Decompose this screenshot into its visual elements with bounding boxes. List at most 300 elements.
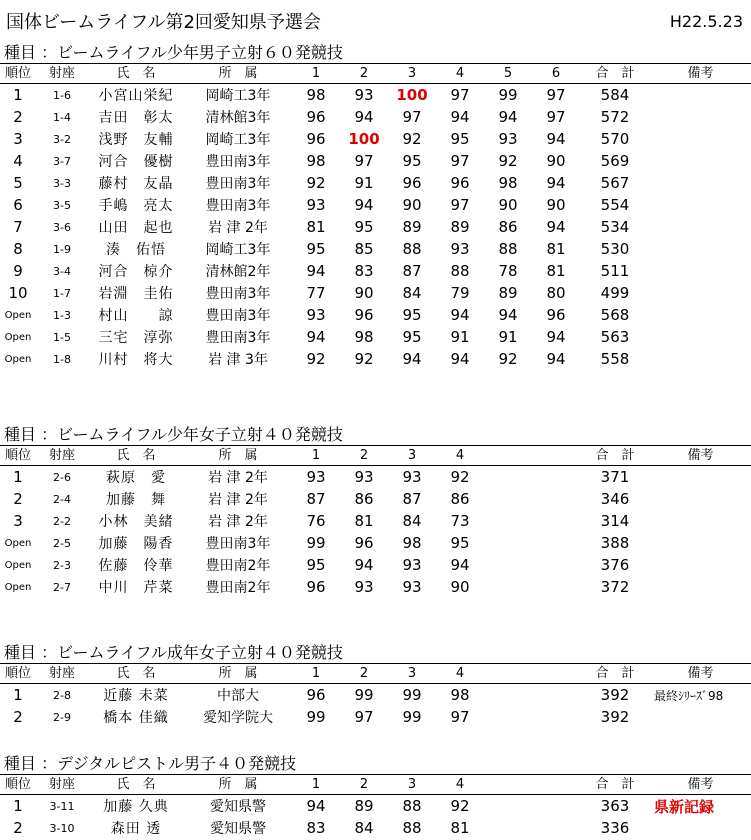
name-cell: 加藤 舞 bbox=[106, 492, 166, 508]
record-badge: 県新記録 bbox=[654, 797, 715, 816]
affiliation-cell: 豊田南3年 bbox=[205, 308, 271, 324]
series-score-cell: 98 bbox=[306, 152, 326, 170]
table-row bbox=[0, 510, 751, 532]
series-score-cell: 77 bbox=[306, 284, 326, 302]
series-score-cell: 96 bbox=[306, 686, 326, 704]
name-cell: 湊 佑悟 bbox=[106, 242, 166, 258]
affiliation-cell: 清林館2年 bbox=[205, 264, 271, 280]
series-score-cell: 92 bbox=[498, 152, 518, 170]
table-row bbox=[0, 172, 751, 194]
rank-cell: 8 bbox=[13, 240, 23, 258]
column-header-total: 合 計 bbox=[580, 664, 650, 684]
series-score-cell: 93 bbox=[498, 130, 518, 148]
seat-cell: 2-6 bbox=[53, 470, 71, 484]
column-header-s3: 3 bbox=[388, 446, 436, 466]
series-score-cell: 94 bbox=[546, 328, 566, 346]
name-cell: 河合 椋介 bbox=[98, 264, 174, 280]
seat-cell: 1-9 bbox=[53, 242, 71, 256]
series-score-cell: 93 bbox=[354, 86, 374, 104]
total-cell: 371 bbox=[600, 468, 630, 486]
series-score-cell: 99 bbox=[306, 708, 326, 726]
series-score-cell: 97 bbox=[450, 196, 470, 214]
note-cell bbox=[650, 194, 751, 216]
note-cell bbox=[650, 466, 751, 489]
series-score-cell: 86 bbox=[354, 490, 374, 508]
name-cell: 村山 諒 bbox=[98, 308, 174, 324]
series-score-cell: 96 bbox=[450, 174, 470, 192]
total-cell: 567 bbox=[600, 174, 630, 192]
series-score-cell: 84 bbox=[402, 284, 422, 302]
column-header-note: 備考 bbox=[650, 64, 751, 84]
name-cell: 浅野 友輔 bbox=[98, 132, 174, 148]
rank-cell: 3 bbox=[13, 512, 23, 530]
series-score-cell: 81 bbox=[306, 218, 326, 236]
series-score-cell: 92 bbox=[354, 350, 374, 368]
series-score-cell: 94 bbox=[546, 218, 566, 236]
series-score-cell bbox=[484, 532, 532, 554]
series-score-cell bbox=[484, 510, 532, 532]
header-row bbox=[0, 446, 751, 466]
seat-cell: 2-9 bbox=[53, 710, 71, 724]
rank-cell: Open bbox=[4, 353, 32, 365]
rank-cell: 2 bbox=[13, 490, 23, 508]
seat-cell: 3-11 bbox=[49, 799, 75, 813]
column-header-affiliation: 所 属 bbox=[184, 64, 292, 84]
column-header-rank: 順位 bbox=[0, 446, 36, 466]
column-header-s1: 1 bbox=[292, 64, 340, 84]
results-section bbox=[0, 753, 751, 839]
note-cell bbox=[650, 282, 751, 304]
total-cell: 388 bbox=[600, 534, 630, 552]
column-header-affiliation: 所 属 bbox=[184, 775, 292, 795]
series-score-cell: 99 bbox=[402, 708, 422, 726]
total-cell: 511 bbox=[600, 262, 630, 280]
series-score-cell bbox=[532, 684, 580, 707]
name-cell: 河合 優樹 bbox=[98, 154, 174, 170]
affiliation-cell: 豊田南2年 bbox=[205, 580, 271, 596]
total-cell: 563 bbox=[600, 328, 630, 346]
note-cell bbox=[650, 795, 751, 818]
series-score-cell: 94 bbox=[546, 130, 566, 148]
series-score-cell: 90 bbox=[546, 196, 566, 214]
column-header-s3: 3 bbox=[388, 775, 436, 795]
column-header-s5 bbox=[484, 664, 532, 684]
series-score-cell: 91 bbox=[354, 174, 374, 192]
total-cell: 346 bbox=[600, 490, 630, 508]
rank-cell: Open bbox=[4, 309, 32, 321]
note-cell bbox=[650, 172, 751, 194]
table-row bbox=[0, 238, 751, 260]
results-table bbox=[0, 775, 751, 839]
rank-cell: 1 bbox=[13, 468, 23, 486]
column-header-s6 bbox=[532, 775, 580, 795]
series-score-cell: 92 bbox=[450, 468, 470, 486]
series-score-cell: 98 bbox=[450, 686, 470, 704]
table-row bbox=[0, 128, 751, 150]
column-header-s1: 1 bbox=[292, 664, 340, 684]
series-score-cell: 93 bbox=[402, 556, 422, 574]
table-row bbox=[0, 84, 751, 107]
affiliation-cell: 清林館3年 bbox=[205, 110, 271, 126]
rank-cell: 9 bbox=[13, 262, 23, 280]
table-row bbox=[0, 304, 751, 326]
total-cell: 499 bbox=[600, 284, 630, 302]
seat-cell: 1-7 bbox=[53, 286, 71, 300]
table-row bbox=[0, 684, 751, 707]
name-cell: 中川 芹菜 bbox=[98, 580, 174, 596]
affiliation-cell: 豊田南3年 bbox=[205, 198, 271, 214]
series-score-cell: 81 bbox=[546, 262, 566, 280]
column-header-seat: 射座 bbox=[36, 64, 88, 84]
seat-cell: 1-6 bbox=[53, 88, 71, 102]
name-cell: 森田 透 bbox=[110, 821, 162, 837]
series-score-cell: 94 bbox=[546, 350, 566, 368]
affiliation-cell: 豊田南3年 bbox=[205, 536, 271, 552]
column-header-note: 備考 bbox=[650, 446, 751, 466]
rank-cell: 2 bbox=[13, 108, 23, 126]
column-header-seat: 射座 bbox=[36, 664, 88, 684]
table-row bbox=[0, 326, 751, 348]
column-header-s2: 2 bbox=[340, 64, 388, 84]
rank-cell: Open bbox=[4, 537, 32, 549]
results-table bbox=[0, 664, 751, 728]
table-row bbox=[0, 194, 751, 216]
affiliation-cell: 中部大 bbox=[217, 688, 259, 704]
series-score-cell: 100 bbox=[348, 130, 380, 148]
series-score-cell: 84 bbox=[402, 512, 422, 530]
series-score-cell: 94 bbox=[498, 306, 518, 324]
series-score-cell: 97 bbox=[354, 152, 374, 170]
series-score-cell: 90 bbox=[354, 284, 374, 302]
series-score-cell: 88 bbox=[402, 797, 422, 815]
series-score-cell bbox=[532, 817, 580, 839]
series-score-cell: 92 bbox=[402, 130, 422, 148]
affiliation-cell: 岡崎工3年 bbox=[205, 88, 271, 104]
series-score-cell: 98 bbox=[402, 534, 422, 552]
column-header-s4: 4 bbox=[436, 775, 484, 795]
series-score-cell: 92 bbox=[306, 350, 326, 368]
table-row bbox=[0, 532, 751, 554]
results-section bbox=[0, 42, 751, 370]
affiliation-cell: 岩 津 2年 bbox=[208, 220, 268, 236]
series-score-cell: 94 bbox=[450, 108, 470, 126]
seat-cell: 3-5 bbox=[53, 198, 71, 212]
table-row bbox=[0, 817, 751, 839]
series-score-cell: 97 bbox=[450, 708, 470, 726]
seat-cell: 2-3 bbox=[53, 558, 71, 572]
affiliation-cell: 岡崎工3年 bbox=[205, 242, 271, 258]
series-score-cell: 96 bbox=[354, 306, 374, 324]
note-cell bbox=[650, 150, 751, 172]
rank-cell: 3 bbox=[13, 130, 23, 148]
series-score-cell: 93 bbox=[306, 306, 326, 324]
series-score-cell: 94 bbox=[402, 350, 422, 368]
note-text: 最終ｼﾘｰｽﾞ98 bbox=[654, 688, 724, 703]
affiliation-cell: 岡崎工3年 bbox=[205, 132, 271, 148]
note-cell bbox=[650, 684, 751, 707]
total-cell: 363 bbox=[600, 797, 630, 815]
affiliation-cell: 愛知県警 bbox=[210, 799, 266, 815]
series-score-cell: 86 bbox=[498, 218, 518, 236]
series-score-cell: 83 bbox=[306, 819, 326, 837]
table-row bbox=[0, 150, 751, 172]
total-cell: 584 bbox=[600, 86, 630, 104]
column-header-seat: 射座 bbox=[36, 446, 88, 466]
series-score-cell: 95 bbox=[402, 306, 422, 324]
column-header-s4: 4 bbox=[436, 446, 484, 466]
series-score-cell: 78 bbox=[498, 262, 518, 280]
series-score-cell: 95 bbox=[354, 218, 374, 236]
series-score-cell: 100 bbox=[396, 86, 428, 104]
column-header-rank: 順位 bbox=[0, 664, 36, 684]
column-header-rank: 順位 bbox=[0, 775, 36, 795]
series-score-cell: 98 bbox=[306, 86, 326, 104]
name-cell: 山田 起也 bbox=[98, 220, 174, 236]
series-score-cell: 94 bbox=[306, 328, 326, 346]
table-row bbox=[0, 795, 751, 818]
rank-cell: 1 bbox=[13, 86, 23, 104]
rank-cell: 10 bbox=[8, 284, 28, 302]
note-cell bbox=[650, 554, 751, 576]
header-row bbox=[0, 64, 751, 84]
column-header-total: 合 計 bbox=[580, 446, 650, 466]
total-cell: 376 bbox=[600, 556, 630, 574]
series-score-cell: 88 bbox=[498, 240, 518, 258]
series-score-cell: 97 bbox=[402, 108, 422, 126]
series-score-cell: 94 bbox=[354, 196, 374, 214]
column-header-s3: 3 bbox=[388, 64, 436, 84]
affiliation-cell: 豊田南3年 bbox=[205, 330, 271, 346]
date-label: H22.5.23 bbox=[669, 12, 743, 31]
results-table bbox=[0, 64, 751, 370]
rank-cell: 6 bbox=[13, 196, 23, 214]
table-row bbox=[0, 348, 751, 370]
column-header-note: 備考 bbox=[650, 664, 751, 684]
seat-cell: 2-7 bbox=[53, 580, 71, 594]
seat-cell: 3-4 bbox=[53, 264, 71, 278]
series-score-cell: 97 bbox=[546, 86, 566, 104]
seat-cell: 1-4 bbox=[53, 110, 71, 124]
rank-cell: Open bbox=[4, 331, 32, 343]
total-cell: 534 bbox=[600, 218, 630, 236]
table-row bbox=[0, 576, 751, 598]
seat-cell: 1-8 bbox=[53, 352, 71, 366]
affiliation-cell: 愛知学院大 bbox=[203, 710, 273, 726]
series-score-cell: 96 bbox=[306, 578, 326, 596]
series-score-cell: 98 bbox=[498, 174, 518, 192]
series-score-cell bbox=[532, 795, 580, 818]
series-score-cell: 94 bbox=[450, 350, 470, 368]
rank-cell: 4 bbox=[13, 152, 23, 170]
series-score-cell: 92 bbox=[498, 350, 518, 368]
column-header-s6 bbox=[532, 446, 580, 466]
series-score-cell: 92 bbox=[450, 797, 470, 815]
series-score-cell: 92 bbox=[306, 174, 326, 192]
affiliation-cell: 岩 津 2年 bbox=[208, 514, 268, 530]
series-score-cell: 93 bbox=[450, 240, 470, 258]
name-cell: 近藤 未菜 bbox=[103, 688, 169, 704]
total-cell: 572 bbox=[600, 108, 630, 126]
seat-cell: 2-5 bbox=[53, 536, 71, 550]
note-cell bbox=[650, 238, 751, 260]
event-title: 種目 ：ビームライフル少年男子立射６０発競技 bbox=[0, 42, 751, 64]
series-score-cell: 87 bbox=[402, 490, 422, 508]
table-row bbox=[0, 488, 751, 510]
note-cell bbox=[650, 817, 751, 839]
total-cell: 372 bbox=[600, 578, 630, 596]
series-score-cell: 98 bbox=[354, 328, 374, 346]
column-header-seat: 射座 bbox=[36, 775, 88, 795]
series-score-cell: 96 bbox=[402, 174, 422, 192]
series-score-cell bbox=[532, 488, 580, 510]
series-score-cell: 94 bbox=[306, 262, 326, 280]
seat-cell: 3-6 bbox=[53, 220, 71, 234]
total-cell: 530 bbox=[600, 240, 630, 258]
seat-cell: 3-7 bbox=[53, 154, 71, 168]
series-score-cell bbox=[484, 817, 532, 839]
series-score-cell: 97 bbox=[354, 708, 374, 726]
series-score-cell: 87 bbox=[306, 490, 326, 508]
affiliation-cell: 豊田南3年 bbox=[205, 176, 271, 192]
column-header-s4: 4 bbox=[436, 664, 484, 684]
note-cell bbox=[650, 326, 751, 348]
series-score-cell: 93 bbox=[402, 578, 422, 596]
series-score-cell: 91 bbox=[498, 328, 518, 346]
affiliation-cell: 愛知県警 bbox=[210, 821, 266, 837]
series-score-cell: 94 bbox=[450, 556, 470, 574]
note-cell bbox=[650, 706, 751, 728]
series-score-cell: 99 bbox=[402, 686, 422, 704]
series-score-cell: 90 bbox=[546, 152, 566, 170]
column-header-s5 bbox=[484, 775, 532, 795]
series-score-cell: 95 bbox=[450, 534, 470, 552]
seat-cell: 2-8 bbox=[53, 688, 71, 702]
seat-cell: 3-10 bbox=[49, 821, 75, 835]
series-score-cell bbox=[484, 684, 532, 707]
name-cell: 三宅 淳弥 bbox=[98, 330, 174, 346]
series-score-cell: 99 bbox=[306, 534, 326, 552]
series-score-cell: 81 bbox=[354, 512, 374, 530]
column-header-s1: 1 bbox=[292, 446, 340, 466]
series-score-cell bbox=[484, 795, 532, 818]
series-score-cell bbox=[532, 510, 580, 532]
name-cell: 小宮山栄紀 bbox=[98, 88, 174, 104]
series-score-cell: 73 bbox=[450, 512, 470, 530]
table-row bbox=[0, 106, 751, 128]
series-score-cell: 95 bbox=[306, 240, 326, 258]
name-cell: 川村 将大 bbox=[98, 352, 174, 368]
series-score-cell: 90 bbox=[498, 196, 518, 214]
total-cell: 392 bbox=[600, 708, 630, 726]
series-score-cell: 94 bbox=[498, 108, 518, 126]
rank-cell: 1 bbox=[13, 686, 23, 704]
column-header-s2: 2 bbox=[340, 446, 388, 466]
series-score-cell: 94 bbox=[306, 797, 326, 815]
series-score-cell: 95 bbox=[306, 556, 326, 574]
series-score-cell: 84 bbox=[354, 819, 374, 837]
column-header-s6 bbox=[532, 664, 580, 684]
total-cell: 336 bbox=[600, 819, 630, 837]
seat-cell: 2-2 bbox=[53, 514, 71, 528]
rank-cell: 5 bbox=[13, 174, 23, 192]
series-score-cell: 90 bbox=[402, 196, 422, 214]
series-score-cell: 89 bbox=[450, 218, 470, 236]
name-cell: 手嶋 亮太 bbox=[98, 198, 174, 214]
name-cell: 佐藤 伶華 bbox=[98, 558, 174, 574]
total-cell: 558 bbox=[600, 350, 630, 368]
affiliation-cell: 豊田南3年 bbox=[205, 286, 271, 302]
series-score-cell: 81 bbox=[546, 240, 566, 258]
column-header-name: 氏 名 bbox=[88, 775, 184, 795]
series-score-cell: 88 bbox=[450, 262, 470, 280]
column-header-note: 備考 bbox=[650, 775, 751, 795]
seat-cell: 3-2 bbox=[53, 132, 71, 146]
total-cell: 554 bbox=[600, 196, 630, 214]
series-score-cell: 93 bbox=[402, 468, 422, 486]
series-score-cell bbox=[532, 532, 580, 554]
series-score-cell: 81 bbox=[450, 819, 470, 837]
note-cell bbox=[650, 488, 751, 510]
column-header-s2: 2 bbox=[340, 775, 388, 795]
series-score-cell: 95 bbox=[402, 328, 422, 346]
series-score-cell: 99 bbox=[354, 686, 374, 704]
series-score-cell: 96 bbox=[354, 534, 374, 552]
header-row bbox=[0, 664, 751, 684]
series-score-cell: 85 bbox=[354, 240, 374, 258]
name-cell: 藤村 友晶 bbox=[98, 176, 174, 192]
note-cell bbox=[650, 106, 751, 128]
series-score-cell: 95 bbox=[402, 152, 422, 170]
event-title: 種目 ：ビームライフル少年女子立射４０発競技 bbox=[0, 424, 751, 446]
note-cell bbox=[650, 510, 751, 532]
note-cell bbox=[650, 532, 751, 554]
series-score-cell: 90 bbox=[450, 578, 470, 596]
column-header-s6: 6 bbox=[532, 64, 580, 84]
series-score-cell: 89 bbox=[402, 218, 422, 236]
table-row bbox=[0, 282, 751, 304]
total-cell: 392 bbox=[600, 686, 630, 704]
rank-cell: 1 bbox=[13, 797, 23, 815]
series-score-cell: 96 bbox=[546, 306, 566, 324]
rank-cell: 7 bbox=[13, 218, 23, 236]
series-score-cell: 91 bbox=[450, 328, 470, 346]
event-title: 種目 ：デジタルピストル男子４０発競技 bbox=[0, 753, 751, 775]
series-score-cell: 86 bbox=[450, 490, 470, 508]
results-section bbox=[0, 642, 751, 728]
rank-cell: Open bbox=[4, 559, 32, 571]
column-header-s5 bbox=[484, 446, 532, 466]
series-score-cell bbox=[532, 576, 580, 598]
series-score-cell: 94 bbox=[450, 306, 470, 324]
results-section bbox=[0, 424, 751, 598]
series-score-cell: 80 bbox=[546, 284, 566, 302]
column-header-affiliation: 所 属 bbox=[184, 446, 292, 466]
series-score-cell: 88 bbox=[402, 240, 422, 258]
note-cell bbox=[650, 260, 751, 282]
series-score-cell: 95 bbox=[450, 130, 470, 148]
series-score-cell: 93 bbox=[306, 196, 326, 214]
series-score-cell: 83 bbox=[354, 262, 374, 280]
column-header-total: 合 計 bbox=[580, 64, 650, 84]
series-score-cell bbox=[484, 706, 532, 728]
name-cell: 小林 美緒 bbox=[98, 514, 174, 530]
results-table bbox=[0, 446, 751, 598]
note-cell bbox=[650, 84, 751, 107]
column-header-s5: 5 bbox=[484, 64, 532, 84]
series-score-cell bbox=[532, 706, 580, 728]
total-cell: 568 bbox=[600, 306, 630, 324]
column-header-s4: 4 bbox=[436, 64, 484, 84]
